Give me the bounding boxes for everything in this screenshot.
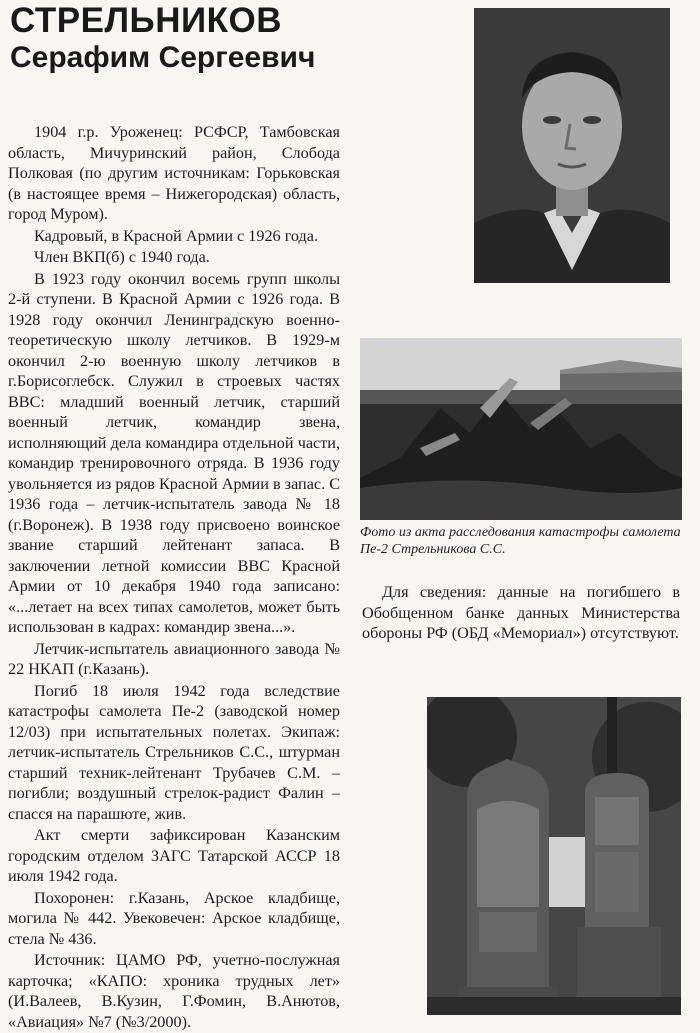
grave-photo: [427, 697, 681, 1015]
surname-heading: СТРЕЛЬНИКОВ: [10, 1, 282, 40]
bio-paragraph-party: Член ВКП(б) с 1940 года.: [34, 248, 210, 266]
bio-paragraph-death: Погиб 18 июля 1942 года вследствие катастрофы самолета Пе-2 (заводской номер 12/03) при испытательных полетах. Экипаж: летчик-испытатель Стрельников С.С., штурман старший техник-лейтенант Трубачев С.М. – погибли; воздушный стрелок-радист Фалин – спасся на парашюте, жив.: [8, 681, 340, 823]
bio-paragraph-service: Кадровый, в Красной Армии с 1926 года.: [34, 226, 319, 245]
given-names-heading: Серафим Сергеевич: [10, 41, 316, 74]
bio-paragraph-test-pilot: Летчик-испытатель авиационного завода № 22 НКАП (г.Казань).: [8, 639, 340, 678]
portrait-photo: [474, 8, 670, 283]
bio-paragraph-career: В 1923 году окончил восемь групп школы 2-й ступени. В Красной Армии с 1926 года. В 1928 году окончил Ленинградскую военно-теоретическую школу летчиков. В 1929-м окончил 2-ю военную школу летчиков в г.Борисоглебск. Служил в строевых частях ВВС: младший военный летчик, старший военный летчик, командир звена, исполняющий дела командира отдельной части, командир тренировочного отряда. В 1936 году увольняется из рядов Красной Армии в запас. С 1936 года – летчик-испытатель завода № 18 (г.Воронеж). В 1938 году присвоено воинское звание старший лейтенант запаса. В заключении летной комиссии ВВС Красной Армии от 10 декабря 1940 года записано: «...летает на всех типах самолетов, может быть использован в кадрах: командир звена...».: [8, 269, 340, 636]
bio-paragraph-burial: Похоронен: г.Казань, Арское кладбище, могила № 442. Увековечен: Арское кладбище, стела № 436.: [8, 888, 340, 948]
bio-paragraph-source: Источник: ЦАМО РФ, учетно-послужная карточка; «КАПО: хроника трудных лет» (И.Валеев, В.Кузин, Г.Фомин, В.Анютов, «Авиация» №7 (№3/2000).: [8, 951, 340, 1031]
bio-paragraph-birth: 1904 г.р. Уроженец: РСФСР, Тамбовская область, Мичуринский район, Слобода Полковая (по другим источникам: Горьковская (в настоящее время – Нижегородская) область, город Муром).: [8, 123, 340, 223]
crash-site-photo: [360, 338, 682, 520]
bio-paragraph-death-record: Акт смерти зафиксирован Казанским городским отделом ЗАГС Татарской АССР 18 июля 1942 года.: [8, 826, 340, 885]
biography-column: [8, 122, 340, 1033]
photo-caption: Фото из акта расследования катастрофы самолета Пе-2 Стрельникова С.С.: [360, 525, 681, 557]
memorial-note: Для сведения: данные на погибшего в Обобщенном банке данных Министерства обороны РФ (ОБД «Мемориал») отсутствуют.: [362, 583, 680, 642]
